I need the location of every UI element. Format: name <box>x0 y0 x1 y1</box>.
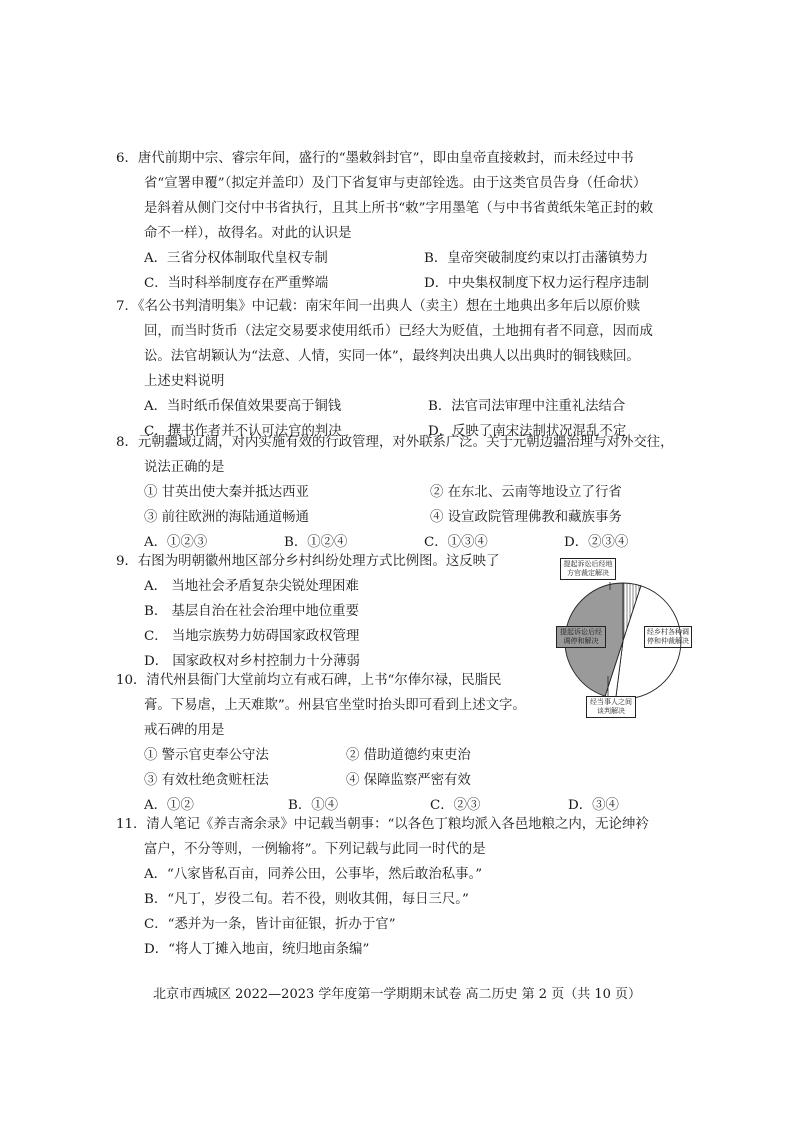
option-b[interactable]: B．“凡丁，岁役二旬。若不役，则收其佣，每日三尺。” <box>144 892 469 907</box>
slice-label-negotiation: 经当事人之间谈判解决 <box>586 696 636 718</box>
item-4: ④ 保障监察严密有效 <box>346 773 471 788</box>
item-2: ② 借助道德约束吏治 <box>346 748 471 763</box>
question-6-options-row <box>116 246 649 271</box>
question-8-items-row <box>116 505 646 530</box>
option-a[interactable]: A． 当地社会矛盾复杂尖锐处理困难 <box>144 579 359 594</box>
question-10-stem-line: 10．清代州县衙门大堂前均立有戒石碑，上书“尔俸尔禄，民脂民 <box>116 673 502 688</box>
question-6-stem-line: 是斜着从侧门交付中书省执行，且其上所书“敕”字用墨笔（与中书省黄纸朱笔正封的敕 <box>144 201 654 216</box>
option-c[interactable]: C．②③ <box>430 798 481 813</box>
question-7-options-row <box>116 394 646 419</box>
question-6-stem-line: 6．唐代前期中宗、睿宗年间，盛行的“墨敕斜封官”，即由皇帝直接敕封，而未经过中书 <box>116 151 634 166</box>
page-footer: 北京市西城区 2022—2023 学年度第一学期期末试卷 高二历史 第 2 页（共 10 页） <box>152 987 642 1002</box>
question-7 <box>116 294 653 444</box>
slice-label-lawsuit-mediation: 提起诉讼后经调停和解决 <box>556 626 606 648</box>
item-1: ① 警示官吏奉公守法 <box>144 748 269 763</box>
option-a[interactable]: A．①②③ <box>144 535 208 550</box>
question-10-stem-line: 膏。下易虐，上天难欺”。州县官坐堂时抬头即可看到上述文字。 <box>144 698 526 713</box>
item-1: ① 甘英出使大秦并抵达西亚 <box>144 485 309 500</box>
option-a[interactable]: A．“八家皆私百亩，同养公田，公事毕，然后敢治私事。” <box>144 867 483 882</box>
question-6-stem-line: 命不一样），故得名。对此的认识是 <box>144 226 352 241</box>
option-a[interactable]: A．三省分权体制取代皇权专制 <box>144 251 328 266</box>
question-7-stem-line: 上述史料说明 <box>144 374 225 389</box>
slice-label-village-mediation: 经乡村各种调停和仲裁解决 <box>644 626 692 648</box>
question-11-stem-line: 富户，不分等则，一例输将”。下列记载与此同一时代的是 <box>144 842 486 857</box>
question-7-stem-line: 7．《名公书判清明集》中记载：南宋年间一出典人（卖主）想在土地典出多年后以原价赎 <box>116 299 641 314</box>
question-7-stem-line: 讼。法官胡颖认为“法意、人情，实同一体”，最终判决出典人以出典时的铜钱赎回。 <box>144 349 640 364</box>
question-8-stem-line: 8．元朝疆域辽阔，对内实施有效的行政管理，对外联系广泛。关于元朝边疆治理与对外交往， <box>116 435 674 450</box>
question-10-items-row <box>116 743 646 768</box>
question-10-stem-line: 戒石碑的用是 <box>144 723 225 738</box>
question-11 <box>116 812 649 962</box>
question-8-stem-line: 说法正确的是 <box>144 460 225 475</box>
option-d[interactable]: D．②③④ <box>564 535 629 550</box>
option-d[interactable]: D．③④ <box>568 798 619 813</box>
option-c[interactable]: C．“悉并为一条，皆计亩征银，折办于官” <box>144 917 396 932</box>
option-d[interactable]: D． 国家政权对乡村控制力十分薄弱 <box>144 654 360 669</box>
item-3: ③ 有效杜绝贪赃枉法 <box>144 773 269 788</box>
slice-label-court-ruling: 提起诉讼后经地方官裁定解决 <box>560 558 616 580</box>
question-8-items-row <box>116 480 646 505</box>
question-6-stem-line: 省“宣署申覆”（拟定并盖印）及门下省复审与吏部铨选。由于这类官员告身（任命状） <box>144 176 647 191</box>
question-6 <box>116 146 654 296</box>
question-9-stem-line: 9．右图为明朝徽州地区部分乡村纠纷处理方式比例图。这反映了 <box>116 554 500 569</box>
option-b[interactable]: B．法官司法审理中注重礼法结合 <box>428 399 626 414</box>
question-11-stem-line: 11．清人笔记《养吉斋余录》中记载当朝事：“以各色丁粮均派入各邑地粮之内，无论绅衿 <box>116 817 649 832</box>
option-c[interactable]: C．当时科举制度存在严重弊端 <box>144 276 329 291</box>
question-8 <box>116 430 674 555</box>
option-d[interactable]: D．“将人丁摊入地亩，统归地亩条编” <box>144 942 370 957</box>
option-b[interactable]: B． 基层自治在社会治理中地位重要 <box>144 604 359 619</box>
option-d[interactable]: D．反映了南宋法制状况混乱不定 <box>428 424 627 439</box>
option-b[interactable]: B．①④ <box>288 798 339 813</box>
item-3: ③ 前往欧洲的海陆通道畅通 <box>144 510 309 525</box>
question-10-items-row <box>116 768 646 793</box>
option-a[interactable]: A．当时纸币保值效果要高于铜钱 <box>144 399 342 414</box>
option-c[interactable]: C． 当地宗族势力妨碍国家政权管理 <box>144 629 360 644</box>
question-7-stem-line: 回，而当时货币（法定交易要求使用纸币）已经大为贬值，土地拥有者不同意，因而成 <box>144 324 653 339</box>
option-d[interactable]: D．中央集权制度下权力运行程序违制 <box>424 276 649 291</box>
question-10 <box>116 668 646 818</box>
option-c[interactable]: C．①③④ <box>424 535 488 550</box>
question-6-options-row <box>116 271 649 296</box>
item-2: ② 在东北、云南等地设立了行省 <box>430 485 622 500</box>
option-a[interactable]: A．①② <box>144 798 194 813</box>
option-b[interactable]: B．皇帝突破制度约束以打击藩镇势力 <box>424 251 649 266</box>
option-c[interactable]: C．撰书作者并不认可法官的判决 <box>144 424 342 439</box>
item-4: ④ 设宣政院管理佛教和藏族事务 <box>430 510 622 525</box>
option-b[interactable]: B．①②④ <box>284 535 348 550</box>
